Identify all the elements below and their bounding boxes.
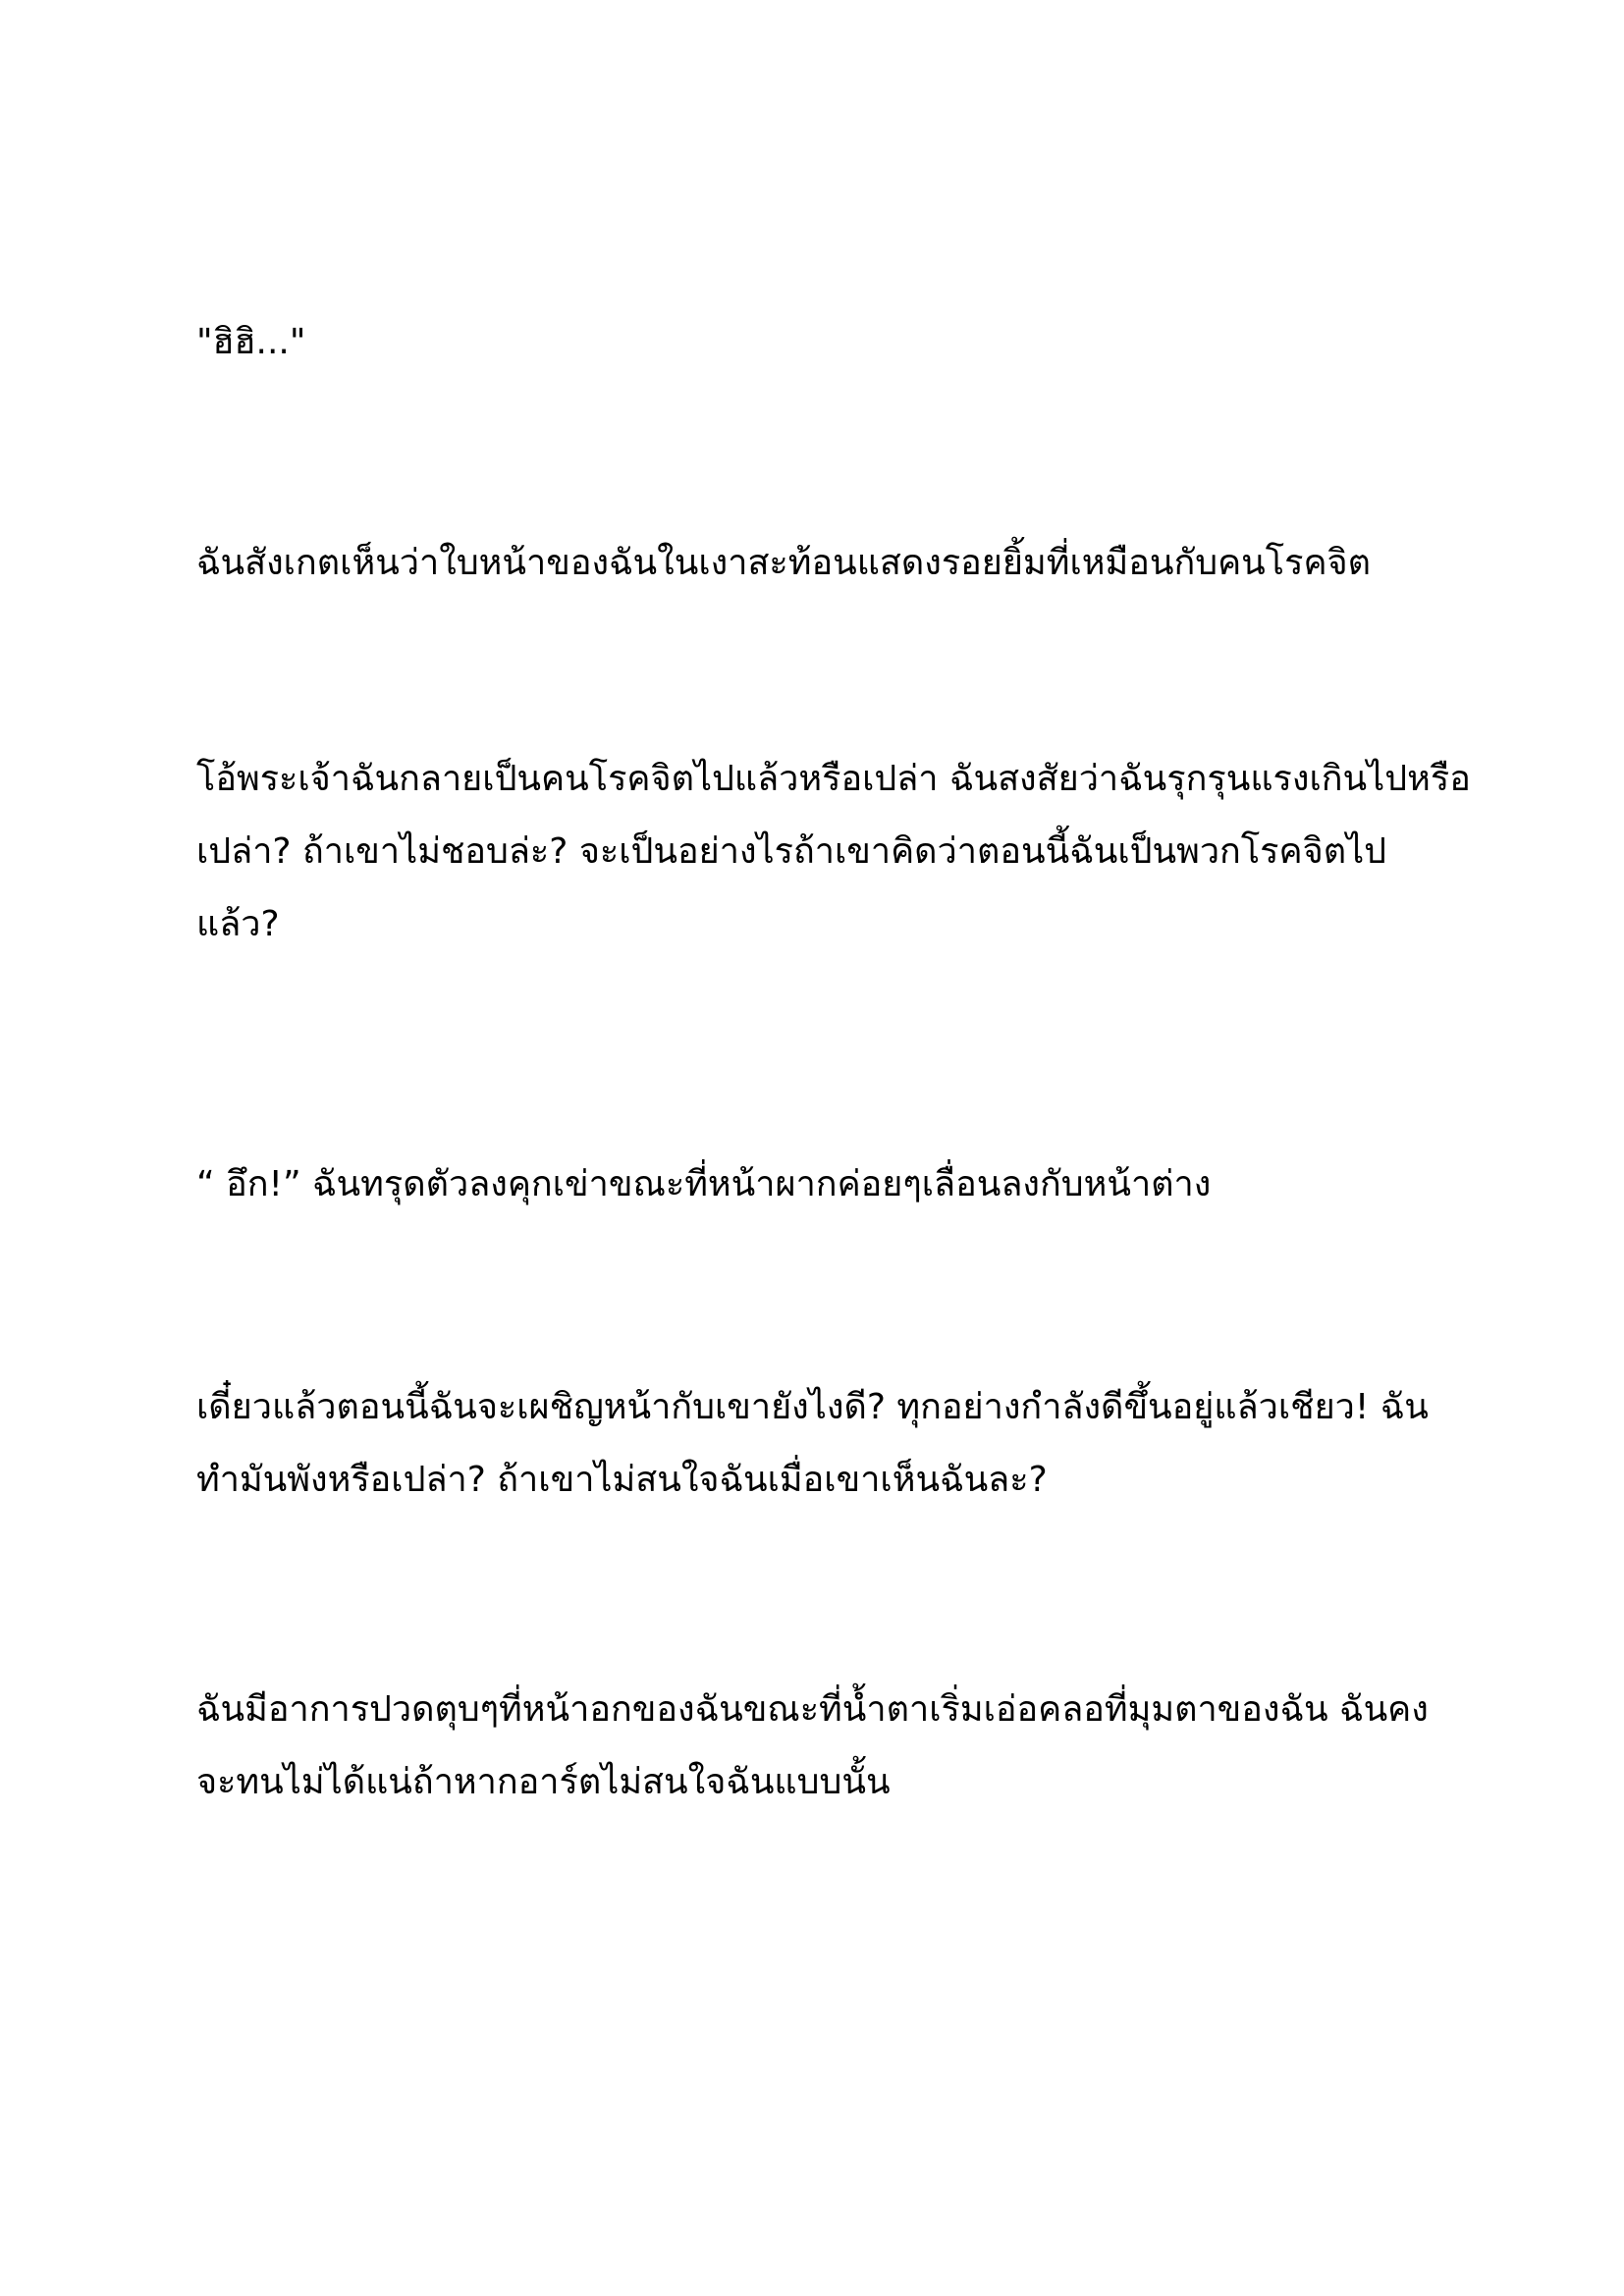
- text-line: เปล่า? ถ้าเขาไม่ชอบล่ะ? จะเป็นอย่างไรถ้าเขาคิดว่าตอนนี้ฉันเป็นพวกโรคจิตไป: [196, 831, 1387, 872]
- text-line: ฉันสังเกตเห็นว่าใบหน้าของฉันในเงาสะท้อนแสดงรอยยิ้มที่เหมือนกับคนโรคจิต: [196, 543, 1372, 583]
- text-line: ทำมันพังหรือเปล่า? ถ้าเขาไม่สนใจฉันเมื่อเขาเห็นฉันละ?: [196, 1460, 1048, 1500]
- paragraph-reflection: [196, 527, 1443, 600]
- paragraph-worry: [196, 743, 1471, 961]
- text-line: โอ้พระเจ้าฉันกลายเป็นคนโรคจิตไปแล้วหรือเปล่า ฉันสงสัยว่าฉันรุกรุนแรงเกินไปหรือ: [196, 759, 1471, 799]
- text-line: เดี๋ยวแล้วตอนนี้ฉันจะเผชิญหน้ากับเขายังไงดี? ทุกอย่างกำลังดีขึ้นอยู่แล้วเชียว! ฉัน: [196, 1387, 1429, 1427]
- text-line: ฉันมีอาการปวดตุบๆที่หน้าอกของฉันขณะที่น้ำตาเริ่มเอ่อคลอที่มุมตาของฉัน ฉันคง: [196, 1689, 1429, 1730]
- text-line: “ อึก!” ฉันทรุดตัวลงคุกเข่าขณะที่หน้าผากค่อยๆเลื่อนลงกับหน้าต่าง: [196, 1164, 1212, 1204]
- text-line: แล้ว?: [196, 904, 280, 944]
- text-line: "ฮิฮิ...": [196, 322, 306, 362]
- paragraph-tears: [196, 1674, 1443, 1819]
- paragraph-kneel: [196, 1148, 1443, 1221]
- paragraph-face-him: [196, 1371, 1443, 1517]
- text-line: จะทนไม่ได้แน่ถ้าหากอาร์ตไม่สนใจฉันแบบนั้น: [196, 1762, 891, 1802]
- paragraph-laugh: [196, 306, 1443, 379]
